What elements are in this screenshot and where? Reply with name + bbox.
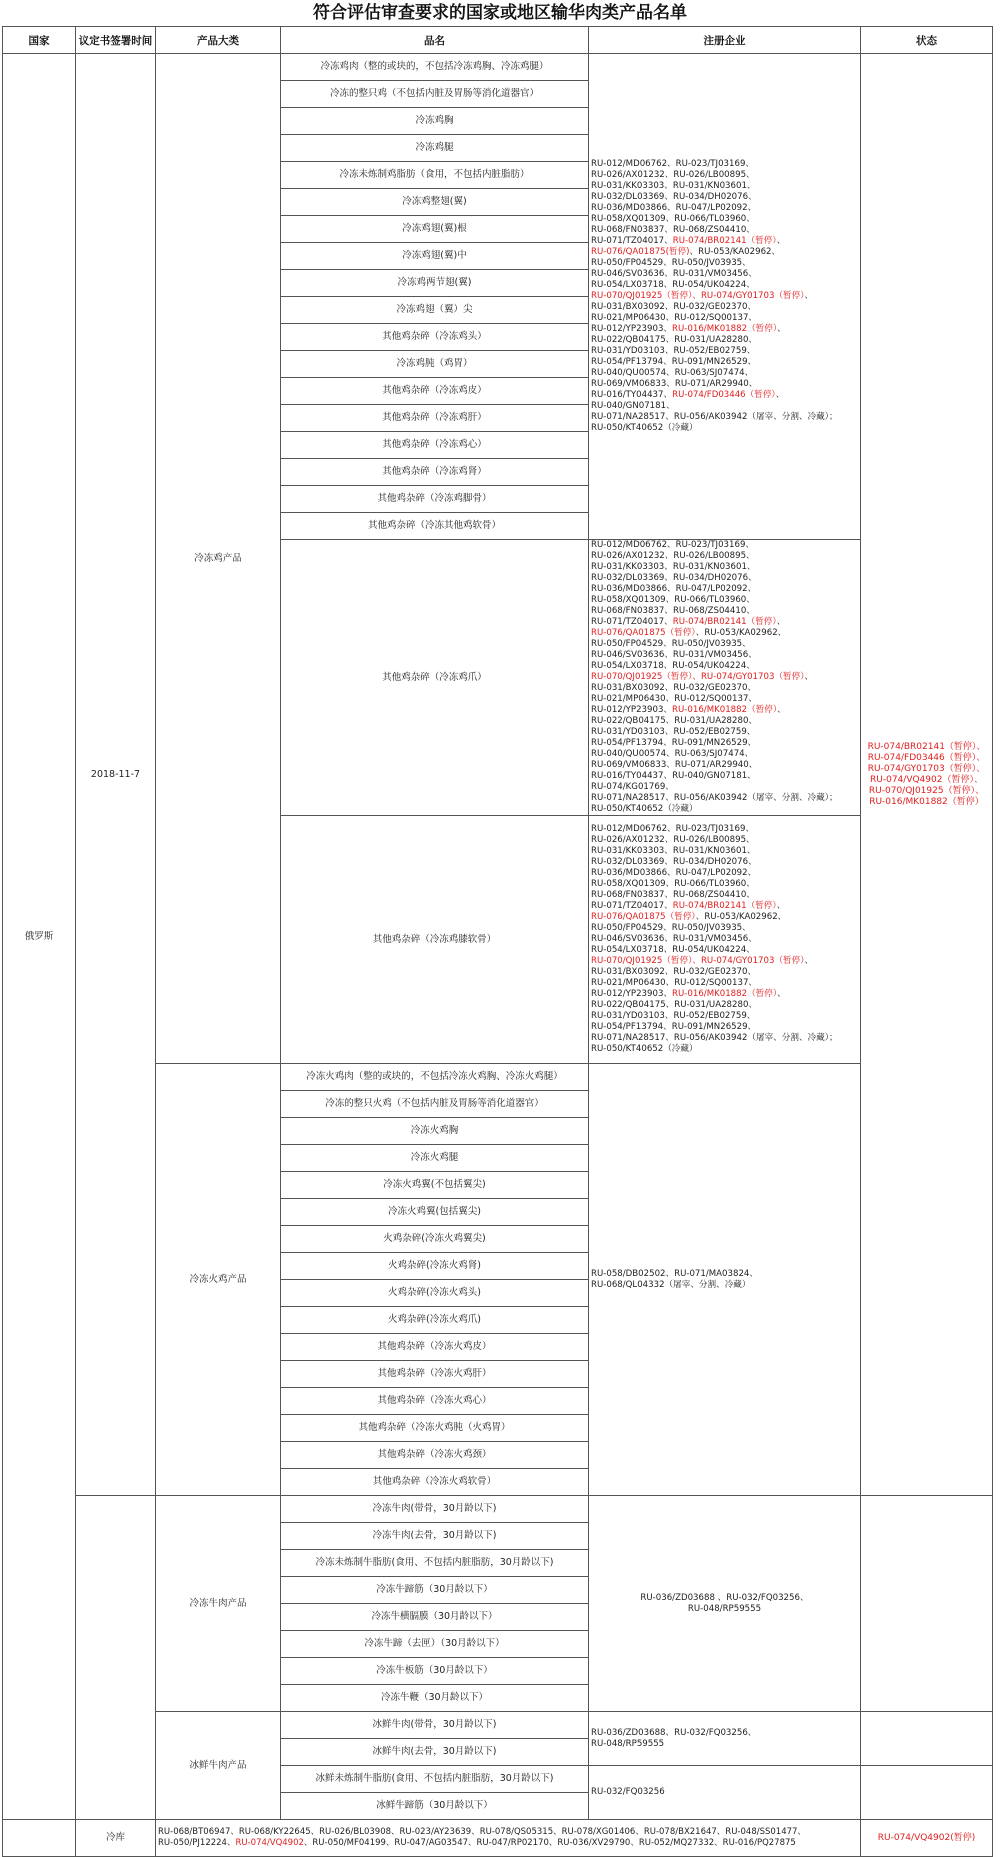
company-line — [591, 181, 858, 192]
product-cell: 其他鸡杂碎（冷冻鸡心） — [281, 432, 589, 459]
product-cell: 其他鸡杂碎（冷冻火鸡肝） — [281, 1361, 589, 1388]
company-line — [591, 214, 858, 225]
company-code: RU-036/MD03866、RU-047/LP02092、 — [591, 584, 757, 594]
product-cell: 冷冻牛板筋（30月龄以下） — [281, 1658, 589, 1685]
company-line: RU-036/ZD03688 、RU-032/FQ03256、 — [640, 1592, 809, 1603]
company-code: RU-040/QU00574、RU-063/SJ07474、 — [591, 749, 754, 759]
company-code: RU-022/QB04175、RU-031/UA28280、 — [591, 1000, 758, 1010]
company-code: RU-071/TZ04017、 — [591, 617, 673, 627]
company-code: RU-054/LX03718、RU-054/UK04224、 — [591, 945, 755, 955]
company-line — [591, 584, 858, 595]
company-line — [591, 390, 858, 401]
product-cell: 冷冻未炼制牛脂肪(食用、不包括内脏脂肪，30月龄以下) — [281, 1550, 589, 1577]
product-cell: 冷冻火鸡肉（整的或块的，不包括冷冻火鸡胸、冷冻火鸡腿） — [281, 1064, 589, 1091]
product-cell: 其他鸡杂碎（冷冻火鸡软骨） — [281, 1469, 589, 1496]
company-code: RU-071/NA28517、RU-056/AK03942（屠宰、分割、冷藏）； — [591, 793, 838, 803]
company-code: RU-016/TY04437、RU-040/GN07181、 — [591, 771, 756, 781]
company-code: RU-022/QB04175、RU-031/UA28280、 — [591, 335, 758, 345]
company-line — [591, 368, 858, 379]
product-cell: 冷冻牛鞭（30月龄以下） — [281, 1685, 589, 1712]
company-line — [591, 989, 858, 1000]
table-row — [3, 54, 993, 81]
status-cell — [861, 1820, 993, 1857]
suspended-company: RU-070/QJ01925（暂停）、RU-074/GY01703（暂停） — [591, 291, 805, 301]
company-line — [591, 302, 858, 313]
product-cell: 冷冻牛蹄（去匣）（30月龄以下） — [281, 1631, 589, 1658]
company-code: RU-031/YD03103、RU-052/EB02759、 — [591, 1011, 756, 1021]
company-code: RU-050/FP04529、RU-050/JV03935、 — [591, 923, 751, 933]
product-cell: 冷冻的整只火鸡（不包括内脏及胃肠等消化道器官） — [281, 1091, 589, 1118]
header-status: 状态 — [861, 27, 993, 54]
product-cell: 冷冻的整只鸡（不包括内脏及胃肠等消化道器官） — [281, 81, 589, 108]
country-cell-empty — [3, 1820, 76, 1857]
suspended-company: RU-074/BR02141（暂停） — [672, 236, 777, 246]
company-line — [591, 247, 858, 258]
company-code: RU-071/TZ04017、 — [591, 901, 673, 911]
company-line — [591, 313, 858, 324]
status-cell-empty — [861, 1496, 993, 1712]
company-line — [591, 683, 858, 694]
company-code: RU-074/KG01769、 — [591, 782, 674, 792]
company-line — [591, 782, 858, 793]
company-line — [591, 540, 858, 551]
company-code: RU-021/MP06430、RU-012/SQ00137、 — [591, 978, 758, 988]
product-cell: 火鸡杂碎(冷冻火鸡肾) — [281, 1253, 589, 1280]
company-code: 、 — [775, 390, 785, 400]
company-code: RU-050/KT40652（冷藏） — [591, 1044, 698, 1054]
company-code: RU-068/FN03837、RU-068/ZS04410、 — [591, 890, 755, 900]
product-cell: 冷冻火鸡翼(不包括翼尖) — [281, 1172, 589, 1199]
company-code: RU-040/QU00574、RU-063/SJ07474、 — [591, 368, 754, 378]
company-line — [591, 335, 858, 346]
company-line — [591, 617, 858, 628]
product-cell: 冷冻火鸡腿 — [281, 1145, 589, 1172]
company-code: 、RU-053/KA02962、 — [695, 912, 787, 922]
company-code: RU-058/XQ01309、RU-066/TL03960、 — [591, 214, 755, 224]
company-code: 、 — [804, 291, 814, 301]
company-line — [591, 890, 858, 901]
category-cell: 冷库 — [76, 1820, 156, 1857]
company-line — [591, 258, 858, 269]
product-cell: 冷冻未炼制鸡脂肪（食用，不包括内脏脂肪） — [281, 162, 589, 189]
product-cell: 冷冻鸡翅(翼)中 — [281, 243, 589, 270]
suspended-company: RU-074/BR02141（暂停） — [672, 901, 777, 911]
company-code: RU-012/MD06762、RU-023/TJ03169、 — [591, 540, 755, 550]
company-cell — [589, 54, 861, 540]
company-code: RU-012/MD06762、RU-023/TJ03169、 — [591, 159, 755, 169]
product-cell: 火鸡杂碎(冷冻火鸡头) — [281, 1280, 589, 1307]
company-line — [591, 661, 858, 672]
company-line — [591, 771, 858, 782]
suspended-company: RU-076/QA01875(暂停) — [591, 247, 690, 257]
company-code: RU-046/SV03636、RU-031/VM03456、 — [591, 269, 757, 279]
company-code: RU-031/KK03303、RU-031/KN03601、 — [591, 562, 756, 572]
header-date: 议定书签署时间 — [76, 27, 156, 54]
suspended-company: RU-070/QJ01925（暂停）、RU-074/GY01703（暂停） — [591, 672, 805, 682]
product-cell: 其他鸡杂碎（冷冻鸡爪） — [281, 540, 589, 816]
company-line — [591, 835, 858, 846]
header-category: 产品大类 — [156, 27, 281, 54]
company-line — [591, 738, 858, 749]
company-line: RU-036/ZD03688、RU-032/FQ03256、 — [591, 1727, 757, 1738]
page-title: 符合评估审查要求的国家或地区输华肉类产品名单 — [313, 3, 687, 23]
company-code: RU-050/PJ12224、 — [158, 1838, 236, 1848]
company-line — [591, 945, 858, 956]
company-code: RU-054/PF13794、RU-091/MN26529、 — [591, 738, 757, 748]
company-line — [591, 236, 858, 247]
company-code: 、RU-053/KA02962、 — [689, 247, 781, 257]
status-cell-empty — [861, 1712, 993, 1766]
product-cell: 冷冻鸡腿 — [281, 135, 589, 162]
company-line — [591, 423, 858, 434]
company-code: RU-071/NA28517、RU-056/AK03942（屠宰、分割、冷藏）； — [591, 412, 838, 422]
company-line — [591, 857, 858, 868]
company-line — [591, 1000, 858, 1011]
company-line — [591, 606, 858, 617]
company-code: RU-032/DL03369、RU-034/DH02076、 — [591, 857, 757, 867]
header-row — [3, 27, 993, 54]
table-row — [3, 1496, 993, 1523]
company-code: RU-012/YP23903、 — [591, 324, 673, 334]
product-cell: 冷冻鸡肫（鸡胃） — [281, 351, 589, 378]
company-line — [591, 923, 858, 934]
company-code: RU-050/KT40652（冷藏） — [591, 423, 698, 433]
company-code: RU-068/FN03837、RU-068/ZS04410、 — [591, 606, 755, 616]
header-country: 国家 — [3, 27, 76, 54]
header-product: 品名 — [281, 27, 589, 54]
company-code: RU-050/FP04529、RU-050/JV03935、 — [591, 639, 751, 649]
company-code: 、RU-050/MF04199、RU-047/AG03547、RU-047/RP02170、RU-036/XV29790、RU-052/MQ27332、RU-016/PQ27875 — [303, 1838, 796, 1848]
company-line — [591, 628, 858, 639]
company-line: RU-068/QL04332（屠宰、分割、冷藏） — [591, 1279, 751, 1290]
company-line — [591, 749, 858, 760]
country-cell: 俄罗斯 — [3, 54, 76, 1820]
company-line — [591, 346, 858, 357]
company-line — [591, 672, 858, 683]
company-line — [591, 716, 858, 727]
company-line — [591, 956, 858, 967]
company-line — [591, 1022, 858, 1033]
company-line — [591, 324, 858, 335]
company-code: RU-031/KK03303、RU-031/KN03601、 — [591, 181, 756, 191]
company-code: RU-016/TY04437、 — [591, 390, 673, 400]
product-cell: 其他鸡杂碎（冷冻鸡脚骨） — [281, 486, 589, 513]
company-code: 、 — [804, 672, 814, 682]
product-cell: 其他鸡杂碎（冷冻火鸡颈） — [281, 1442, 589, 1469]
company-line — [591, 379, 858, 390]
company-code: 、 — [776, 617, 786, 627]
company-line — [591, 879, 858, 890]
suspended-company: RU-074/GY01703（暂停）、 — [867, 763, 986, 774]
company-cell — [589, 540, 861, 816]
company-code: RU-021/MP06430、RU-012/SQ00137、 — [591, 313, 758, 323]
product-cell: 其他鸡杂碎（冷冻鸡肾） — [281, 459, 589, 486]
company-line — [591, 846, 858, 857]
company-code: RU-032/DL03369、RU-034/DH02076、 — [591, 573, 757, 583]
company-line — [591, 269, 858, 280]
table-row — [3, 1820, 993, 1857]
product-cell: 其他鸡杂碎（冷冻鸡肝） — [281, 405, 589, 432]
suspended-company: RU-016/MK01882（暂停） — [869, 796, 984, 807]
category-cell: 冰鲜牛肉产品 — [156, 1712, 281, 1820]
company-line — [591, 727, 858, 738]
suspended-company: RU-076/QA01875（暂停） — [591, 628, 696, 638]
product-cell: 火鸡杂碎(冷冻火鸡翼尖) — [281, 1226, 589, 1253]
company-code: RU-054/LX03718、RU-054/UK04224、 — [591, 280, 755, 290]
company-line — [591, 868, 858, 879]
company-line — [591, 225, 858, 236]
company-line — [591, 978, 858, 989]
company-line — [591, 280, 858, 291]
product-cell: 冷冻鸡整翅(翼) — [281, 189, 589, 216]
company-line — [591, 793, 858, 804]
company-cell — [589, 816, 861, 1064]
company-code: RU-036/MD03866、RU-047/LP02092、 — [591, 868, 757, 878]
company-cell — [589, 1712, 861, 1766]
company-code: RU-071/TZ04017、 — [591, 236, 673, 246]
product-cell: 冰鲜牛蹄筋（30月龄以下） — [281, 1793, 589, 1820]
product-cell: 其他鸡杂碎（冷冻鸡膝软骨） — [281, 816, 589, 1064]
company-code: RU-050/FP04529、RU-050/JV03935、 — [591, 258, 751, 268]
company-line — [591, 650, 858, 661]
product-cell: 其他鸡杂碎（冷冻鸡皮） — [281, 378, 589, 405]
company-code: RU-021/MP06430、RU-012/SQ00137、 — [591, 694, 758, 704]
date-cell: 2018-11-7 — [76, 54, 156, 1496]
company-line — [158, 1838, 858, 1849]
product-cell: 冷冻鸡肉（整的或块的，不包括冷冻鸡胸、冷冻鸡腿） — [281, 54, 589, 81]
company-cell — [156, 1820, 861, 1857]
company-cell: RU-032/FQ03256 — [589, 1766, 861, 1820]
product-cell: 冷冻鸡翅(翼)根 — [281, 216, 589, 243]
company-code: RU-031/YD03103、RU-052/EB02759、 — [591, 346, 756, 356]
company-cell — [589, 1496, 861, 1712]
company-code: RU-054/LX03718、RU-054/UK04224、 — [591, 661, 755, 671]
product-cell: 其他鸡杂碎（冷冻火鸡皮） — [281, 1334, 589, 1361]
company-line — [591, 551, 858, 562]
date-cell-empty — [76, 1496, 156, 1820]
company-line: RU-048/RP59555 — [687, 1603, 762, 1614]
table-body — [3, 54, 993, 1857]
company-code: RU-068/BT06947、RU-068/KY22645、RU-026/BL03908、RU-023/AY23639、RU-078/QS05315、RU-078/XG01406、RU-078/BX21647、RU-048/SS01477、 — [158, 1827, 806, 1837]
company-code: 、 — [777, 324, 786, 334]
product-cell: 冷冻牛肉(带骨，30月龄以下) — [281, 1496, 589, 1523]
product-cell: 冰鲜牛肉(去骨，30月龄以下) — [281, 1739, 589, 1766]
company-line — [591, 170, 858, 181]
suspended-company: RU-074/FD03446（暂停）、 — [867, 752, 986, 763]
company-line: RU-048/RP59555 — [591, 1738, 665, 1749]
company-line — [591, 192, 858, 203]
company-line — [591, 694, 858, 705]
company-line — [591, 562, 858, 573]
suspended-company: RU-070/QJ01925（暂停）、 — [868, 785, 985, 796]
product-cell: 冷冻鸡翅（翼）尖 — [281, 297, 589, 324]
category-cell: 冷冻牛肉产品 — [156, 1496, 281, 1712]
company-code: RU-031/YD03103、RU-052/EB02759、 — [591, 727, 756, 737]
suspended-company: RU-016/MK01882（暂停） — [672, 705, 778, 715]
company-line — [591, 1011, 858, 1022]
company-code: RU-058/XQ01309、RU-066/TL03960、 — [591, 879, 755, 889]
suspended-company: RU-074/FD03446（暂停） — [672, 390, 776, 400]
company-line — [591, 824, 858, 835]
category-cell: 冷冻火鸡产品 — [156, 1064, 281, 1496]
company-code: RU-069/VM06833、RU-071/AR29940、 — [591, 379, 758, 389]
product-cell: 冷冻牛蹄筋（30月龄以下） — [281, 1577, 589, 1604]
company-code: RU-036/MD03866、RU-047/LP02092、 — [591, 203, 757, 213]
suspended-company: RU-016/MK01882（暂停） — [672, 324, 778, 334]
company-code: RU-012/YP23903、 — [591, 705, 673, 715]
product-cell: 冷冻鸡两节翅(翼) — [281, 270, 589, 297]
company-code: RU-022/QB04175、RU-031/UA28280、 — [591, 716, 758, 726]
company-code: 、 — [776, 236, 786, 246]
company-code: RU-026/AX01232、RU-026/LB00895、 — [591, 551, 755, 561]
status-cell-empty — [861, 1766, 993, 1820]
product-cell: 其他鸡杂碎（冷冻其他鸡软骨） — [281, 513, 589, 540]
company-line — [591, 967, 858, 978]
suspended-company: RU-074/VQ4902 — [235, 1838, 304, 1848]
product-cell: 冷冻牛肉(去骨，30月龄以下) — [281, 1523, 589, 1550]
header-company: 注册企业 — [589, 27, 861, 54]
company-code: RU-050/KT40652（冷藏） — [591, 804, 698, 814]
company-line — [591, 357, 858, 368]
company-cell — [589, 1064, 861, 1496]
company-code: 、RU-053/KA02962、 — [695, 628, 787, 638]
suspended-company: RU-074/VQ4902(暂停) — [877, 1832, 976, 1843]
company-code: RU-058/XQ01309、RU-066/TL03960、 — [591, 595, 755, 605]
company-line: RU-058/DB02502、RU-071/MA03824、 — [591, 1268, 758, 1279]
product-cell: 冷冻鸡胸 — [281, 108, 589, 135]
company-line — [591, 412, 858, 423]
company-line — [591, 595, 858, 606]
product-cell: 其他鸡杂碎（冷冻火鸡肫（火鸡胃） — [281, 1415, 589, 1442]
product-cell: 火鸡杂碎(冷冻火鸡爪) — [281, 1307, 589, 1334]
company-code: RU-012/MD06762、RU-023/TJ03169、 — [591, 824, 755, 834]
product-table — [2, 26, 993, 1857]
company-code: RU-054/PF13794、RU-091/MN26529、 — [591, 1022, 757, 1032]
suspended-company: RU-016/MK01882（暂停） — [672, 989, 778, 999]
category-cell: 冷冻鸡产品 — [156, 54, 281, 1064]
suspended-company: RU-076/QA01875（暂停） — [591, 912, 696, 922]
company-line — [591, 1033, 858, 1044]
suspended-company: RU-074/BR02141（暂停） — [672, 617, 777, 627]
product-cell: 冰鲜牛肉(带骨，30月龄以下) — [281, 1712, 589, 1739]
company-code: 、 — [777, 989, 786, 999]
company-line — [591, 639, 858, 650]
company-line — [591, 203, 858, 214]
suspended-company: RU-074/VQ4902（暂停）、 — [870, 774, 983, 785]
company-code: RU-069/VM06833、RU-071/AR29940、 — [591, 760, 758, 770]
suspended-company: RU-070/QJ01925（暂停）、RU-074/GY01703（暂停） — [591, 956, 805, 966]
company-code: RU-040/GN07181、 — [591, 401, 675, 411]
company-line — [591, 401, 858, 412]
suspended-company: RU-074/BR02141（暂停）、 — [867, 741, 986, 752]
company-code: 、 — [804, 956, 814, 966]
company-line — [591, 912, 858, 923]
company-code: RU-032/DL03369、RU-034/DH02076、 — [591, 192, 757, 202]
company-code: RU-046/SV03636、RU-031/VM03456、 — [591, 934, 757, 944]
status-cell — [861, 54, 993, 1496]
company-code: RU-046/SV03636、RU-031/VM03456、 — [591, 650, 757, 660]
company-line — [591, 159, 858, 170]
company-code: RU-031/KK03303、RU-031/KN03601、 — [591, 846, 756, 856]
company-code: RU-012/YP23903、 — [591, 989, 673, 999]
product-cell: 其他鸡杂碎（冷冻火鸡心） — [281, 1388, 589, 1415]
product-cell: 冷冻火鸡翼(包括翼尖) — [281, 1199, 589, 1226]
product-cell: 冷冻牛横膈膜（30月龄以下） — [281, 1604, 589, 1631]
product-cell: 冰鲜未炼制牛脂肪(食用、不包括内脏脂肪，30月龄以下) — [281, 1766, 589, 1793]
company-line — [591, 804, 858, 815]
company-code: RU-031/BX03092、RU-032/GE02370、 — [591, 302, 757, 312]
company-line — [591, 760, 858, 771]
company-line — [591, 901, 858, 912]
company-code: RU-071/NA28517、RU-056/AK03942（屠宰、分割、冷藏）； — [591, 1033, 838, 1043]
company-line — [591, 705, 858, 716]
product-cell: 其他鸡杂碎（冷冻鸡头） — [281, 324, 589, 351]
company-line — [591, 291, 858, 302]
company-code: RU-068/FN03837、RU-068/ZS04410、 — [591, 225, 755, 235]
company-code: 、 — [776, 901, 786, 911]
company-code: 、 — [777, 705, 786, 715]
company-line — [591, 1044, 858, 1055]
company-code: RU-031/BX03092、RU-032/GE02370、 — [591, 683, 757, 693]
company-line — [158, 1827, 858, 1838]
company-line — [591, 934, 858, 945]
company-code: RU-054/PF13794、RU-091/MN26529、 — [591, 357, 757, 367]
company-code: RU-026/AX01232、RU-026/LB00895、 — [591, 835, 755, 845]
product-cell: 冷冻火鸡胸 — [281, 1118, 589, 1145]
company-code: RU-031/BX03092、RU-032/GE02370、 — [591, 967, 757, 977]
company-line — [591, 573, 858, 584]
company-code: RU-026/AX01232、RU-026/LB00895、 — [591, 170, 755, 180]
